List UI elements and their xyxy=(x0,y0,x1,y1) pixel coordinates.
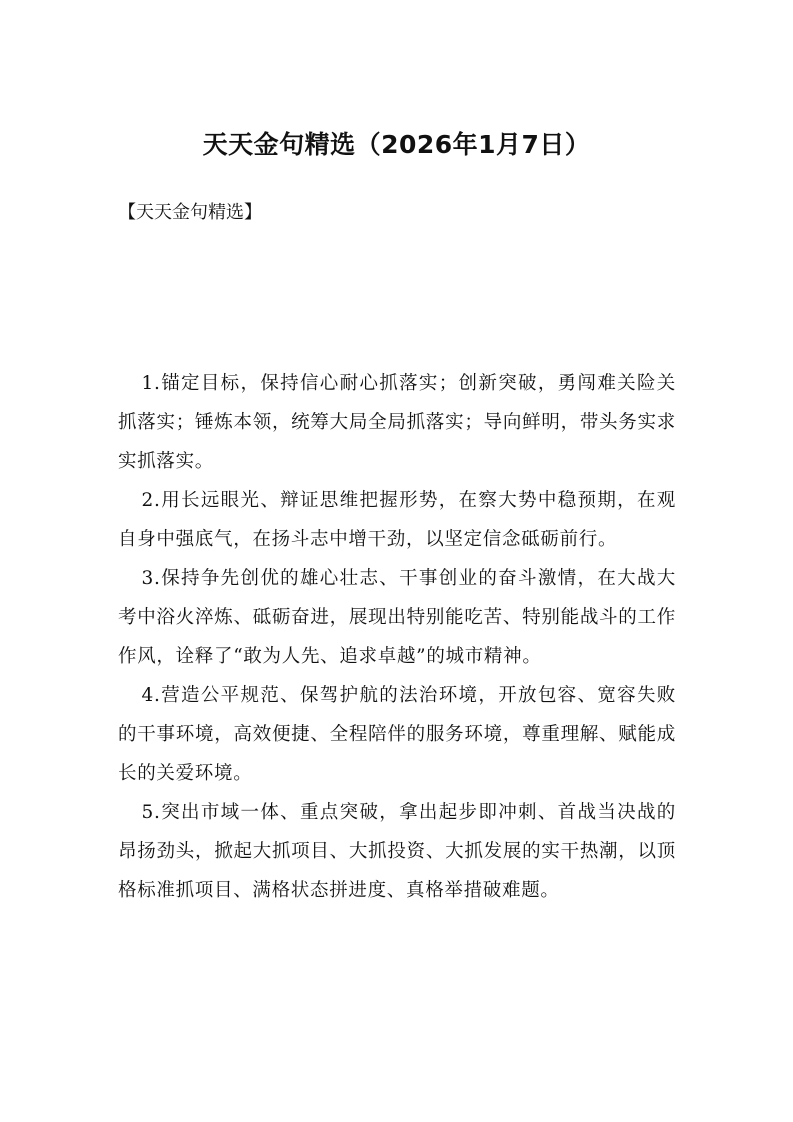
section-label: 【天天金句精选】 xyxy=(118,202,262,223)
quote-paragraph-4: 4.营造公平规范、保驾护航的法治环境，开放包容、宽容失败的干事环境，高效便捷、全程陪伴的服务环境，尊重理解、赋能成长的关爱环境。 xyxy=(118,685,676,784)
quote-paragraph-3: 3.保持争先创优的雄心壮志、干事创业的奋斗激情，在大战大考中浴火淬炼、砥砺奋进，展现出特别能吃苦、特别能战斗的工作作风，诠释了“敢为人先、追求卓越”的城市精神。 xyxy=(118,568,676,667)
quote-list xyxy=(118,364,676,910)
quote-paragraph-5: 5.突出市域一体、重点突破，拿出起步即冲刺、首战当决战的昂扬劲头，掀起大抓项目、大抓投资、大抓发展的实干热潮，以顶格标准抓项目、满格状态拼进度、真格举措破难题。 xyxy=(118,802,676,901)
page-title: 天天金句精选（2026年1月7日） xyxy=(202,130,591,159)
quote-paragraph-2: 2.用长远眼光、辩证思维把握形势，在察大势中稳预期，在观自身中强底气，在扬斗志中增干劲，以坚定信念砥砺前行。 xyxy=(118,490,676,550)
quote-paragraph-1: 1.锚定目标，保持信心耐心抓落实；创新突破，勇闯难关险关抓落实；锤炼本领，统筹大局全局抓落实；导向鲜明，带头务实求实抓落实。 xyxy=(118,373,676,472)
